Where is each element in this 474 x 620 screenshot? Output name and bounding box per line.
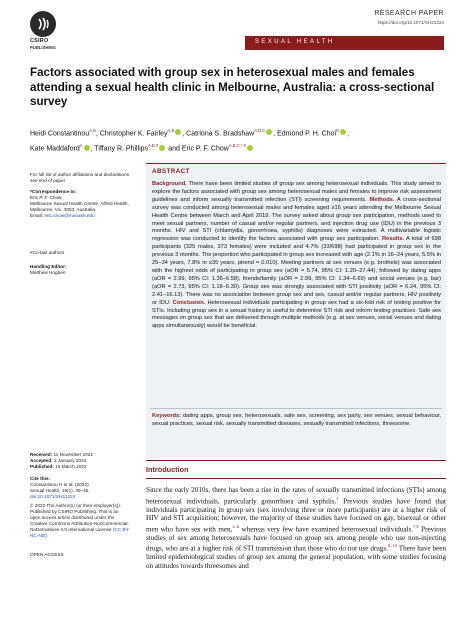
received-label: Received: (30, 452, 53, 457)
email-link[interactable]: eric.chow@monash.edu (44, 213, 95, 218)
abstract-heading: ABSTRACT (152, 168, 190, 175)
author-name: Eric P. F. Chow (181, 145, 229, 153)
author-separator: , (95, 130, 100, 138)
author-name: Heidi Constantinou (30, 130, 90, 138)
accepted-date: 2 January 2022 (53, 458, 87, 463)
correspondence-block (30, 189, 130, 219)
author-separator: and (166, 145, 182, 153)
background-text: There have been limited studies of group sex among heterosexual individuals. This study aimed to explore the factors associated with group sex among heterosexual males and females to improve risk assessment guidelines and inform sexually transmitted infection (STI) screening requirements. (152, 181, 441, 203)
doi-link[interactable]: https://doi.org/10.1071/SH21224 (377, 20, 444, 25)
affiliations-note: For full list of author affiliations and declarations see end of paper (30, 172, 129, 183)
introduction-heading: Introduction (146, 465, 189, 474)
author-separator: , (273, 130, 278, 138)
author-name: Kate Maddaford (30, 145, 80, 153)
introduction-body (146, 486, 446, 570)
intro-text-5: There have been limited epidemiological studies of group sex among the general population, with some studies focusing on attitudes towards threesomes and (146, 544, 447, 570)
cite-doi-link[interactable]: doi:10.1071/SH21224 (30, 494, 76, 499)
author-name: Edmond P. H. Choi (277, 130, 337, 138)
cite-authors: Constantinou H et al. (2022) (30, 482, 89, 487)
ref-4[interactable]: 8–10 (387, 543, 397, 549)
orcid-icon[interactable] (175, 129, 181, 135)
copyright-text: © 2022 The Author(s) (or their employer(s)). Published by CSIRO Publishing. This is an open access article distributed under the Creative Commons Attribution-NonCommercial-NoDerivatives 4.0 International License (30, 503, 129, 532)
intro-text-3: whereas very few have examined heterosexual individuals. (239, 525, 414, 534)
author-separator: , (347, 130, 350, 138)
correspondence-address: Melbourne Sexual Health Centre, Alfred Health, Melbourne, Vic. 3053, Australia (30, 201, 129, 212)
logo-wordmark: CSIRO (30, 38, 49, 44)
intro-text-4: Previous studies of sex among heterosexuals have focused on group sex among people who use non-injecting drugs, who are at a higher risk of STI transmission than those who do not use drugs. (146, 525, 446, 553)
author-affiliation: A,B,C,*,# (228, 143, 247, 149)
methods-text: A cross-sectional survey was conducted among heterosexual males and females aged ≥16 years attending the Melbourne Sexual Health Centre between March and April 2019. The survey asked about group sex participation, methods used to meet sexual partners, number of casual and/or regular partners, and injection drug use (IDU) in the previous 3 months. HIV and STI (chlamydia, gonorrhoea, syphilis) diagnoses were extracted. A multivariable logistic regression was conducted to identify the factors associated with group sex participation. (152, 196, 441, 243)
csiro-logo (30, 11, 56, 37)
orcid-icon[interactable] (247, 145, 253, 151)
license-link[interactable]: (CC BY-NC-ND). (30, 527, 130, 538)
email-label: Email: (30, 213, 44, 218)
ref-3[interactable]: 7,8 (413, 523, 419, 529)
orcid-icon[interactable] (340, 129, 346, 135)
dates-block (30, 452, 130, 470)
orcid-icon[interactable] (266, 129, 272, 135)
handling-editor-name: Matthew Hogben (30, 270, 66, 275)
published-label: Published: (30, 464, 54, 469)
ref-2[interactable]: 2–6 (232, 523, 240, 529)
published-date: 16 March 2022 (55, 464, 87, 469)
results-text: A total of 698 participants (325 males, 373 females) were included and 4.7% (33/698) had participated in group sex in the previous 3 months. The proportion who participated in group sex increased with age (2.1% in 16–24 years, 5.5% in 25–34 years, 7.8% in ≥35 years, ptrend = 0.010). Meeting partners at sex venues (e.g. brothels) was associated with the highest odds of participating in group sex (aOR = 5.74, 95% CI: 1.20–27.44), followed by dating apps (aOR = 2.99, 95% CI: 1.36–6.58), friends/family (aOR = 2.99, 95% CI: 1.34–6.69) and social venues (e.g. bar) (aOR = 2.73, 95% CI: 1.18–6.30). Group sex was strongly associated with STI positivity (aOR = 6.24, 95% CI: 2.41–16.13). There was no association between group sex and sex, casual and/or regular partners, HIV positivity or IDU. (152, 236, 441, 306)
article-title: Factors associated with group sex in heterosexual males and females attending a sexual health clinic in Melbourne, Australia: a cross-sectional survey (30, 66, 435, 108)
author-affiliation: A,B (167, 128, 175, 133)
copyright-block (30, 503, 130, 539)
introduction-bottom-rule (146, 478, 446, 479)
journal-section-label: SEXUAL HEALTH (255, 39, 335, 45)
author-separator: , (90, 145, 95, 153)
journal-section-band (245, 36, 444, 50)
conclusion-label: Conclusion. (172, 299, 206, 306)
handling-editor-block (30, 264, 130, 276)
keywords-rule (150, 408, 442, 409)
open-access-label: OPEN ACCESS (30, 552, 64, 557)
citation-block (30, 476, 130, 500)
article-type: RESEARCH PAPER (374, 10, 444, 17)
intro-text-1: Since the early 2010s, there has been a rise in the rates of sexually transmitted infections (STIs) among heterosexual individuals, particularly gonorrhoea and syphilis. (146, 486, 446, 505)
background-label: Background. (152, 181, 187, 187)
handling-editor-label: Handling Editor: (30, 264, 67, 269)
correspondence-name: Eric P. F. Chow (30, 195, 62, 200)
methods-label: Methods. (369, 196, 395, 203)
author-name: Catriona S. Bradshaw (186, 130, 255, 138)
author-affiliation: D (336, 128, 340, 133)
author-separator: , (182, 130, 187, 138)
results-label: Results. (381, 236, 405, 243)
keywords-label: Keywords: (152, 413, 182, 419)
author-name: Christopher K. Fairley (99, 130, 168, 138)
correspondence-label: *Correspondence to: (30, 189, 77, 194)
author-affiliation: A,B,# (148, 143, 159, 149)
author-list (30, 125, 450, 156)
abstract-body (152, 181, 441, 331)
author-affiliation: A (79, 143, 83, 149)
co-last-authors-note: #Co-last authors (30, 250, 65, 255)
keywords-block (152, 413, 441, 429)
publisher-label: PUBLISHING (30, 45, 56, 50)
ref-1[interactable]: 1 (336, 495, 339, 501)
intro-text-2: Previous studies have found that individuals participating in group sex (sex involving three or more participants) are at a higher risk of HIV and STI acquisition; however, the majority of these studies have focused on gay, bisexual or other men who have sex with men, (146, 496, 446, 534)
csiro-logo-icon (35, 16, 51, 32)
received-date: 11 November 2021 (53, 452, 93, 457)
introduction-top-rule (146, 460, 446, 461)
orcid-icon[interactable] (84, 145, 90, 151)
orcid-icon[interactable] (159, 145, 165, 151)
accepted-label: Accepted: (30, 458, 53, 463)
abstract-top-rule (146, 163, 446, 164)
keywords-text: dating apps, group sex, heterosexuals, safe sex, screening, sex party, sex venues, sexual behaviour, sexual practices, sexual risk, sexually transmitted diseases, sexually transmitted infections, threesome. (152, 413, 441, 427)
author-name: Tiffany R. Phillips (94, 145, 149, 153)
cite-label: Cite this: (30, 476, 51, 481)
cite-journal: Sexual Health, 19(1), 39–45. (30, 488, 90, 493)
author-affiliation: A,B,C (254, 128, 266, 133)
author-affiliation: A,B (89, 128, 96, 133)
conclusion-text: Heterosexual individuals participating in group sex had a six-fold risk of testing positive for STIs. Including group sex in a sexual history is useful to determine STI risk and inform testing practices. Safe sex messages on group sex that are delivered through multiple methods (e.g. at sex venues, social venues and dating apps simultaneously) would be beneficial. (152, 299, 441, 330)
